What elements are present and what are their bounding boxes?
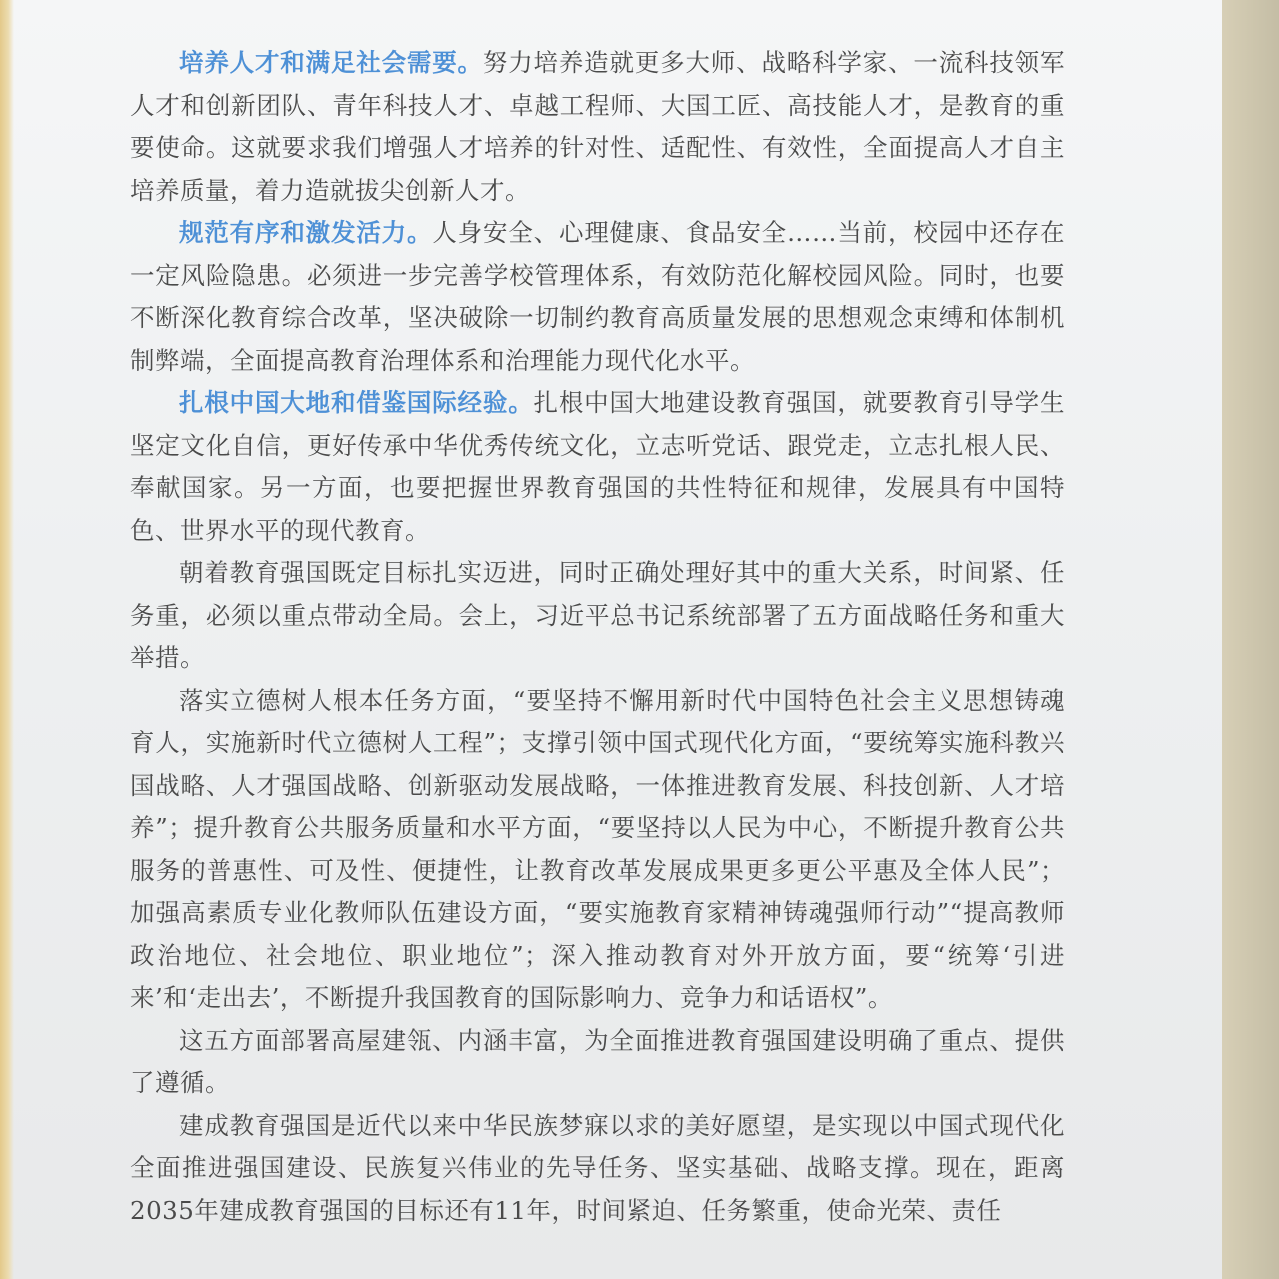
paragraph-roots	[130, 382, 1065, 552]
paragraph-vision	[130, 1105, 1065, 1233]
section-heading-talent: 培养人才和满足社会需要。	[179, 48, 483, 77]
paragraph-summary	[130, 1020, 1065, 1105]
section-heading-order: 规范有序和激发活力。	[179, 218, 433, 247]
paragraph-text: 扎根中国大地建设教育强国，就要教育引导学生坚定文化自信，更好传承中华优秀传统文化，立志听党话、跟党走，立志扎根人民、奉献国家。另一方面，也要把握世界教育强国的共性特征和规律，发展具有中国特色、世界水平的现代教育。	[130, 388, 1065, 545]
paragraph-text: 这五方面部署高屋建瓴、内涵丰富，为全面推进教育强国建设明确了重点、提供了遵循。	[130, 1025, 1065, 1097]
page-binding-edge	[0, 0, 14, 1279]
paragraph-order	[130, 212, 1065, 382]
paragraph-talent	[130, 42, 1065, 212]
paragraph-text: 努力培养造就更多大师、战略科学家、一流科技领军人才和创新团队、青年科技人才、卓越工程师、大国工匠、高技能人才，是教育的重要使命。这就要求我们增强人才培养的针对性、适配性、有效性，全面提高人才自主培养质量，着力造就拔尖创新人才。	[130, 48, 1066, 205]
paragraph-text: 朝着教育强国既定目标扎实迈进，同时正确处理好其中的重大关系，时间紧、任务重，必须以重点带动全局。会上，习近平总书记系统部署了五方面战略任务和重大举措。	[130, 558, 1065, 672]
paragraph-text: 人身安全、心理健康、食品安全……当前，校园中还存在一定风险隐患。必须进一步完善学校管理体系，有效防范化解校园风险。同时，也要不断深化教育综合改革，坚决破除一切制约教育高质量发展的思想观念束缚和体制机制弊端，全面提高教育治理体系和治理能力现代化水平。	[130, 218, 1066, 375]
paragraph-five-tasks	[130, 680, 1065, 1020]
page-stack-edge	[1222, 0, 1279, 1279]
paragraph-goal	[130, 552, 1065, 680]
body-text	[130, 42, 1065, 1232]
section-heading-roots: 扎根中国大地和借鉴国际经验。	[179, 388, 534, 417]
paragraph-text: 落实立德树人根本任务方面，“要坚持不懈用新时代中国特色社会主义思想铸魂育人，实施新时代立德树人工程”；支撑引领中国式现代化方面，“要统筹实施科教兴国战略、人才强国战略、创新驱动发展战略，一体推进教育发展、科技创新、人才培养”；提升教育公共服务质量和水平方面，“要坚持以人民为中心，不断提升教育公共服务的普惠性、可及性、便捷性，让教育改革发展成果更多更公平惠及全体人民”；加强高素质专业化教师队伍建设方面，“要实施教育家精神铸魂强师行动”“提高教师政治地位、社会地位、职业地位”；深入推动教育对外开放方面，要“统筹‘引进来’和‘走出去’，不断提升我国教育的国际影响力、竞争力和话语权”。	[130, 685, 1065, 1012]
paragraph-text: 建成教育强国是近代以来中华民族梦寐以求的美好愿望，是实现以中国式现代化全面推进强国建设、民族复兴伟业的先导任务、坚实基础、战略支撑。现在，距离2035年建成教育强国的目标还有11年，时间紧迫、任务繁重，使命光荣、责任	[130, 1110, 1065, 1225]
